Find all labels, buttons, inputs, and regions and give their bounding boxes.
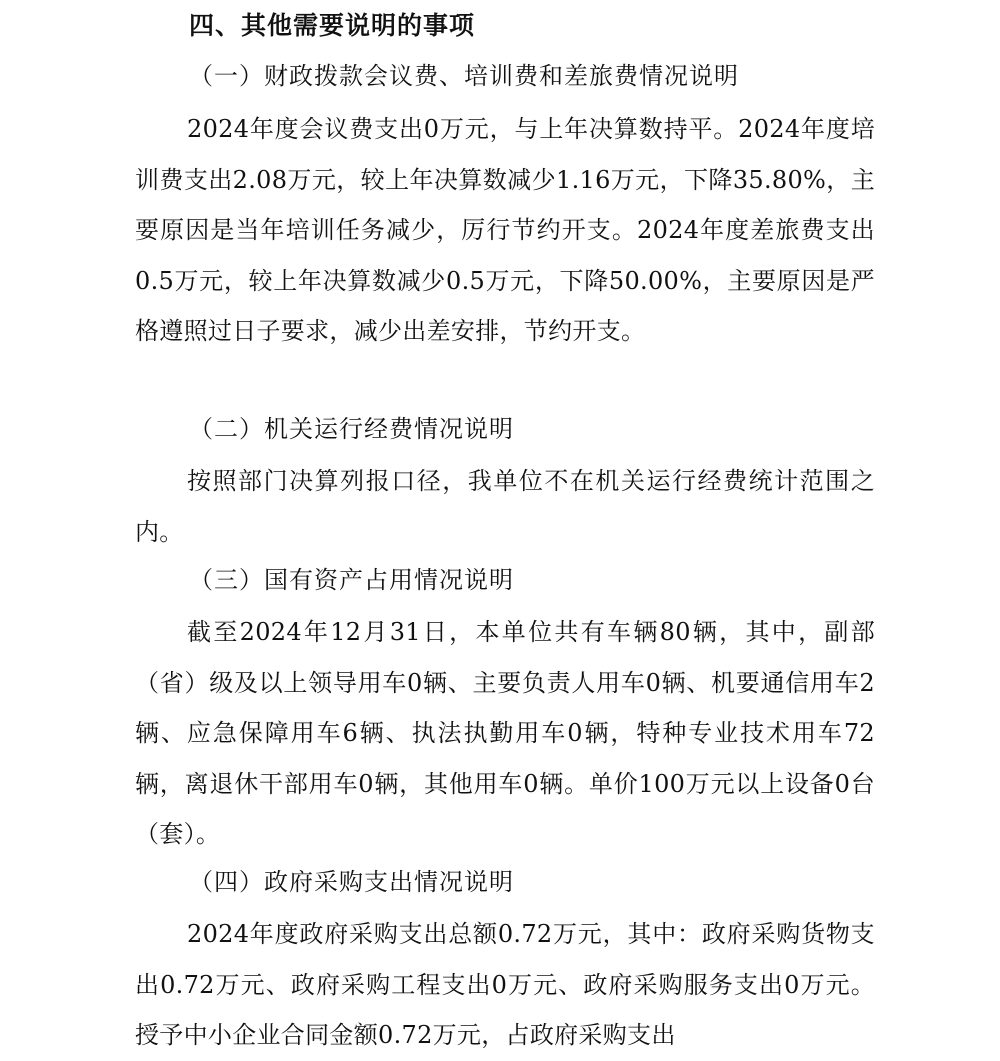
subsection-heading-meeting-training-travel: （一）财政拨款会议费、培训费和差旅费情况说明 [189, 62, 739, 90]
subsection-heading-state-assets: （三）国有资产占用情况说明 [189, 566, 514, 594]
paragraph-operating-expenses: 按照部门决算列报口径，我单位不在机关运行经费统计范围之内。 [135, 467, 875, 546]
paragraph-state-assets: 截至2024年12月31日，本单位共有车辆80辆，其中，副部（省）级及以上领导用车0辆、主要负责人用车0辆、机要通信用车2辆、应急保障用车6辆、执法执勤用车0辆，特种专业技术用车72辆，离退休干部用车0辆，其他用车0辆。单价100万元以上设备0台（套）。 [135, 618, 875, 848]
paragraph-government-procurement: 2024年度政府采购支出总额0.72万元，其中：政府采购货物支出0.72万元、政府采购工程支出0万元、政府采购服务支出0万元。授予中小企业合同金额0.72万元，占政府采购支出 [135, 920, 875, 1049]
paragraph-meeting-training-travel: 2024年度会议费支出0万元，与上年决算数持平。2024年度培训费支出2.08万元，较上年决算数减少1.16万元，下降35.80%，主要原因是当年培训任务减少，厉行节约开支。2024年度差旅费支出0.5万元，较上年决算数减少0.5万元，下降50.00%，主要原因是严格遵照过日子要求，减少出差安排，节约开支。 [135, 115, 875, 345]
subsection-heading-government-procurement: （四）政府采购支出情况说明 [189, 868, 514, 896]
subsection-heading-operating-expenses: （二）机关运行经费情况说明 [189, 415, 514, 443]
section-title: 四、其他需要说明的事项 [189, 11, 476, 40]
